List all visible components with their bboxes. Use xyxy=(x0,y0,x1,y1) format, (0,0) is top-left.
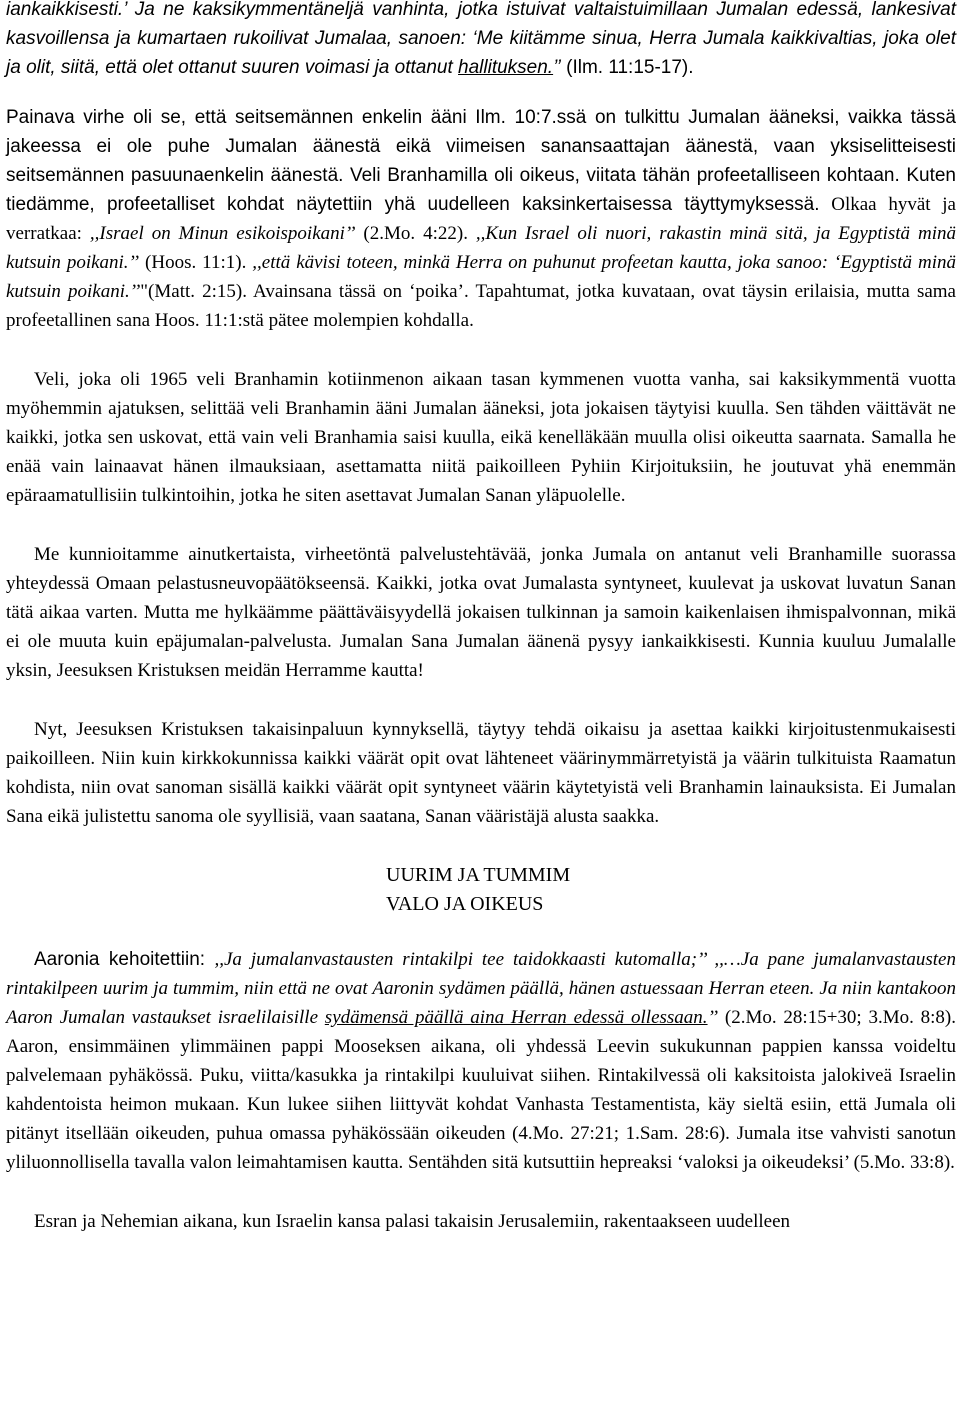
paragraph-painava-virhe xyxy=(6,103,956,335)
quote-reference: (Ilm. 11:15-17). xyxy=(560,57,694,78)
section-heading xyxy=(6,861,956,919)
scripture-quote: ,,Ja jumalanvastausten rintakilpi tee taidokkaasti kutomalla;’’ ,,…Ja pane jumalanvastausten rintakilpeen uurim ja tummim, niin että ne ovat Aaronin sydämen päällä, hänen astuessaan Herran eteen. Ja niin kantakoon Aaron Jumalan vastaukset israelilaisille xyxy=(6,949,956,1028)
document-page xyxy=(6,0,956,1236)
paragraph-revelation-quote xyxy=(6,0,956,82)
heading-line-2: VALO JA OIKEUS xyxy=(386,893,544,915)
scripture-reference: (2.Mo. 4:22). xyxy=(355,223,476,244)
scripture-quote: ,,että kävisi toteen, minkä Herra on puhunut profeetan kautta, joka sanoo: ‘Egyptistä minä kutsuin poikani.’’ xyxy=(6,252,956,302)
paragraph-nyt: Nyt, Jeesuksen Kristuksen takaisinpaluun kynnyksellä, täytyy tehdä oikaisu ja asettaa kaikki kirjoitustenmukaisesti paikoilleen. Niin kuin kirkkokunnissa kaikki väärät opit ovat lähteneet väärinymmärretyistä ja väärin tulkituista Raamatun kohdista, niin ovat sanoman sisällä kaikki väärät opit syntyneet väärin käytetyistä veli Branhamin lainauksista. Ei Jumalan Sana eikä julistettu sanoma ole syyllisiä, vaan saatana, Sanan vääristäjä alusta saakka. xyxy=(6,719,956,827)
quote-underlined-word: hallituksen. xyxy=(458,57,554,78)
scripture-reference: (Hoos. 11:1). xyxy=(139,252,253,273)
paragraph-text: (2.Mo. 28:15+30; 3.Mo. 8:8). Aaron, ensimmäinen ylimmäinen pappi Mooseksen aikana, oli yhdessä Leevin sukukunnan pappien kanssa voideltu palvelemaan pyhäkössä. Puku, viitta/kasukka ja rintakilpi kuuluivat siihen. Rintakilvessä oli kaksitoista jalokiveä Israelin kahdentoista heimon mukaan. Kun lukee siihen liittyvät kohdat Vanhasta Testamentista, käy sieltä esiin, että Jumala oli pitänyt itsellään oikeuden, puhua omassa pyhäkössään oikeuden (4.Mo. 27:21; 1.Sam. 28:6). Jumala itse vahvisti sanotun yliluonnollisella tavalla valon leimahtamisen kautta. Sentähden sitä kutsuttiin hepreaksi ‘valoksi ja oikeudeksi’ (5.Mo. 33:8). xyxy=(6,1007,957,1173)
paragraph-esran: Esran ja Nehemian aikana, kun Israelin kansa palasi takaisin Jerusalemiin, rakentaakseen uudelleen xyxy=(34,1211,791,1232)
paragraph-text: "(Matt. 2:15). Avainsana tässä on ‘poika’. Tapahtumat, jotka kuvataan, ovat täysin erilaisia, mutta sama profeetallinen sana Hoos. 11:1:stä pätee molempien kohdalla. xyxy=(6,281,956,331)
quote-text: iankaikkisesti.’ Ja ne kaksikymmentäneljä vanhinta, jotka istuivat valtaistuimillaan Jumalan edessä, lankesivat kasvoillensa ja kumartaen rukoilivat Jumalaa, sanoen: ‘Me kiitämme sinua, Herra Jumala kaikkivaltias, joka olet ja olit, siitä, että olet ottanut suuren voimasi ja ottanut xyxy=(6,0,956,78)
paragraph-text: Aaronia kehoitettiin: xyxy=(34,949,215,970)
quote-close-mark: ’’ xyxy=(707,1007,719,1028)
scripture-quote: ,,Kun Israel oli nuori, rakastin minä sitä, ja Egyptistä minä kutsuin poikani.’’ xyxy=(6,223,957,273)
paragraph-text: Olkaa hyvät ja verratkaa: xyxy=(6,194,956,244)
paragraph-veli: Veli, joka oli 1965 veli Branhamin kotiinmenon aikaan tasan kymmenen vuotta vanha, sai kaksikymmentä vuotta myöhemmin ajatuksen, selittää veli Branhamin ääni Jumalan ääneksi, jota jokaisen täytyisi kuulla. Sen tähden väittävät ne kaikki, jotka sen uskovat, että vain veli Branhamia saisi kuulla, eikä kenelläkään muulla olisi oikeutta saarnata. Samalla he enää vain lainaavat hänen ilmauksiaan, asettamatta niitä paikoilleen Pyhiin Kirjoituksiin, he joutuvat yhä enemmän epäraamatullisiin tulkintoihin, jotka he siten asettavat Jumalan Sanan yläpuolelle. xyxy=(6,369,956,506)
heading-line-1: UURIM JA TUMMIM xyxy=(386,864,571,886)
paragraph-me-kunnioitamme: Me kunnioitamme ainutkertaista, virheetöntä palvelustehtävää, jonka Jumala on antanut veli Branhamille suorassa yhteydessä Omaan pelastusneuvopäätökseensä. Kaikki, jotka ovat Jumalasta syntyneet, kuulevat ja uskovat luvatun Sanan tätä aikaa varten. Mutta me hylkäämme päättäväisyydellä jokaisen tulkinnan ja samoin kaikenlaisen ihmispalvonnan, mikä ei ole muuta kuin epäjumalan-palvelusta. Jumalan Sana Jumalan äänenä pysyy iankaikkisesti. Kunnia kuuluu Jumalalle yksin, Jeesuksen Kristuksen meidän Herramme kautta! xyxy=(6,544,956,681)
scripture-quote: ,,Israel on Minun esikoispoikani’’ xyxy=(89,223,356,244)
paragraph-text: Painava virhe oli se, että seitsemännen enkelin ääni Ilm. 10:7.ssä on tulkittu Jumalan ääneksi, vaikka tässä jakeessa ei ole puhe Jumalan äänestä eikä viimeisen sanansaattajan äänestä, vaan yksiselitteisesti seitsemännen pasuunaenkelin äänestä. Veli Branhamilla oli oikeus, viitata tähän profeetalliseen kohtaan. Kuten tiedämme, profeetalliset kohdat näytettiin yhä uudelleen kaksinkertaisessa täyttymyksessä. xyxy=(6,107,956,215)
paragraph-aaron xyxy=(6,945,956,1177)
scripture-quote-underlined: sydämensä päällä aina Herran edessä ollessaan. xyxy=(324,1007,708,1028)
quote-close-mark: ’’ xyxy=(553,57,561,78)
